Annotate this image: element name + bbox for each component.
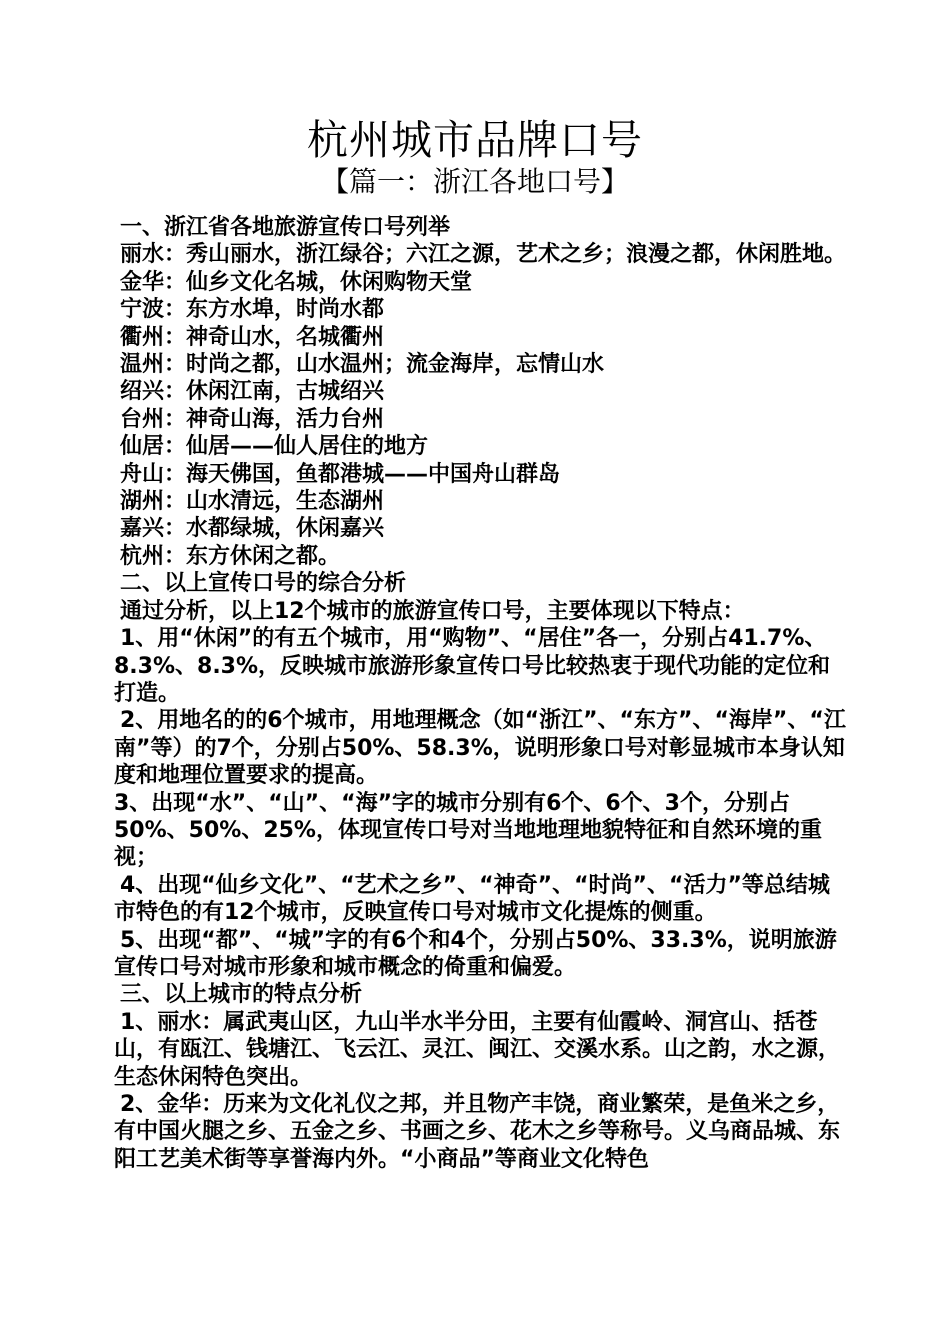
paragraph: 嘉兴：水都绿城，休闲嘉兴 — [120, 516, 385, 542]
paragraph: 一、浙江省各地旅游宣传口号列举 — [120, 215, 451, 240]
paragraph: 杭州：东方休闲之都。 — [120, 543, 341, 569]
paragraph: 三、以上城市的特点分析 — [120, 982, 363, 1008]
paragraph: 舟山：海天佛国，鱼都港城——中国舟山群岛 — [120, 461, 561, 487]
paragraph: 通过分析，以上12个城市的旅游宣传口号，主要体现以下特点： — [120, 598, 745, 624]
paragraph: 温州：时尚之都，山水温州；流金海岸，忘情山水 — [120, 352, 605, 378]
document-title: 杭州城市品牌口号 — [307, 116, 643, 164]
paragraph: 3、出现“水”、“山”、“海”字的城市分别有6个、6个、3个，分别占50%、50%、25%，体现宣传口号对当地地理地貌特征和自然环境的重视； — [114, 790, 822, 871]
paragraph: 2、金华：历来为文化礼仪之邦，并且物产丰饶，商业繁荣，是鱼米之乡，有中国火腿之乡、五金之乡、书画之乡、花木之乡等称号。义乌商品城、东阳工艺美术街等享誉海内外。“小商品”等商业文化特色 — [114, 1092, 841, 1172]
document-subtitle: 【篇一：浙江各地口号】 — [320, 165, 629, 198]
paragraph: 2、用地名的的6个城市，用地理概念（如“浙江”、“东方”、“海岸”、“江南”等）的7个，分别占50%、58.3%，说明形象口号对彰显城市本身认知度和地理位置要求的提高。 — [114, 708, 846, 789]
paragraph: 丽水：秀山丽水，浙江绿谷；六江之源，艺术之乡；浪漫之都，休闲胜地。 — [120, 242, 847, 268]
paragraph: 二、以上宣传口号的综合分析 — [120, 571, 407, 597]
paragraph: 衢州：神奇山水，名城衢州 — [120, 324, 385, 350]
paragraph: 绍兴：休闲江南，古城绍兴 — [120, 379, 385, 405]
paragraph: 金华：仙乡文化名城，休闲购物天堂 — [120, 269, 473, 295]
paragraph: 宁波：东方水埠，时尚水都 — [120, 297, 385, 323]
paragraph: 5、出现“都”、“城”字的有6个和4个，分别占50%、33.3%，说明旅游宣传口号对城市形象和城市概念的倚重和偏爱。 — [114, 927, 837, 980]
paragraph: 台州：神奇山海，活力台州 — [120, 406, 385, 432]
document-body — [114, 214, 849, 1173]
paragraph: 仙居：仙居——仙人居住的地方 — [120, 434, 429, 460]
paragraph: 1、丽水：属武夷山区，九山半水半分田，主要有仙霞岭、洞宫山、括苍山，有瓯江、钱塘江、飞云江、灵江、闽江、交溪水系。山之韵，水之源，生态休闲特色突出。 — [114, 1009, 841, 1090]
paragraph: 1、用“休闲”的有五个城市，用“购物”、“居住”各一，分别占41.7%、8.3%、8.3%，反映城市旅游形象宣传口号比较热衷于现代功能的定位和打造。 — [114, 626, 831, 706]
paragraph: 湖州：山水清远，生态湖州 — [120, 489, 385, 515]
paragraph: 4、出现“仙乡文化”、“艺术之乡”、“神奇”、“时尚”、“活力”等总结城市特色的有12个城市，反映宣传口号对城市文化提炼的侧重。 — [114, 872, 830, 926]
